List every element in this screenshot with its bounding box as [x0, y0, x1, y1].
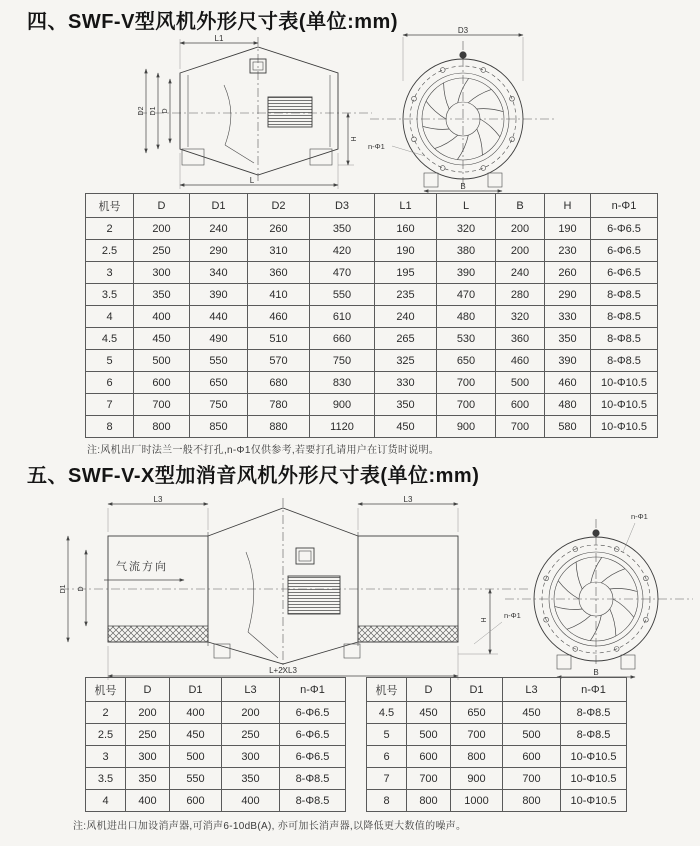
table-cell: 750: [310, 350, 375, 372]
table-cell: 600: [134, 372, 190, 394]
table-cell: 700: [407, 768, 451, 790]
column-header: D: [134, 194, 190, 218]
table-cell: 700: [496, 416, 545, 438]
table-cell: 350: [310, 218, 375, 240]
table-cell: 360: [248, 262, 310, 284]
table-cell: 3: [86, 262, 134, 284]
table-row: [86, 240, 658, 262]
table-cell: 800: [407, 790, 451, 812]
table-cell: 500: [170, 746, 222, 768]
column-header: 机号: [86, 194, 134, 218]
fan-side-view-drawing: [136, 33, 376, 195]
dim-label-H: H: [351, 136, 358, 142]
table-row: [86, 746, 346, 768]
column-header: L: [437, 194, 496, 218]
column-header: n-Φ1: [561, 678, 627, 702]
table-cell: 600: [407, 746, 451, 768]
table-cell: 10-Φ10.5: [591, 394, 658, 416]
table-cell: 380: [437, 240, 496, 262]
table-cell: 650: [437, 350, 496, 372]
header-row: [86, 194, 658, 218]
table-cell: 200: [496, 240, 545, 262]
table-cell: 8-Φ8.5: [591, 328, 658, 350]
table-row: [86, 284, 658, 306]
silencer-fan-front-view-drawing: [503, 497, 699, 683]
table-cell: 2: [86, 702, 126, 724]
section2-heading: 五、SWF-V-X型加消音风机外形尺寸表(单位:mm): [27, 465, 480, 487]
table-cell: 200: [126, 702, 170, 724]
table-cell: 3: [86, 746, 126, 768]
table-cell: 8-Φ8.5: [561, 702, 627, 724]
table-cell: 900: [437, 416, 496, 438]
table-cell: 8-Φ8.5: [280, 768, 346, 790]
table-row: [367, 746, 627, 768]
table-cell: 800: [451, 746, 503, 768]
table-cell: 10-Φ10.5: [561, 746, 627, 768]
dim-label-D1: D1: [60, 584, 67, 594]
swf-v-x-dimension-table-left: [85, 677, 346, 812]
table-cell: 280: [496, 284, 545, 306]
table-cell: 250: [126, 724, 170, 746]
table-cell: 460: [545, 372, 591, 394]
table-cell: 290: [545, 284, 591, 306]
table-cell: 350: [134, 284, 190, 306]
table-row: [367, 702, 627, 724]
table-cell: 800: [134, 416, 190, 438]
table-cell: 460: [496, 350, 545, 372]
bolt-callout-label: n-Φ1: [631, 512, 648, 521]
table-cell: 440: [190, 306, 248, 328]
eye-bolt: [459, 51, 466, 58]
table-cell: 570: [248, 350, 310, 372]
table-cell: 2: [86, 218, 134, 240]
table-cell: 8-Φ8.5: [591, 284, 658, 306]
table-cell: 235: [375, 284, 437, 306]
table-cell: 330: [545, 306, 591, 328]
table-cell: 400: [134, 306, 190, 328]
dim-label-D3: D3: [457, 26, 469, 35]
silencer-fan-side-view-drawing: [56, 492, 540, 684]
table-cell: 600: [496, 394, 545, 416]
table-cell: 160: [375, 218, 437, 240]
column-header: D2: [248, 194, 310, 218]
section2-note: 注:风机进出口加设消声器,可消声6-10dB(A), 亦可加长消声器,以降低更大数值的噪声。: [73, 821, 467, 832]
table-cell: 350: [545, 328, 591, 350]
table-cell: 500: [134, 350, 190, 372]
table-row: [367, 724, 627, 746]
table-cell: 650: [451, 702, 503, 724]
table-cell: 470: [437, 284, 496, 306]
table-cell: 550: [190, 350, 248, 372]
fan-front-view-drawing: [364, 25, 562, 195]
column-header: H: [545, 194, 591, 218]
table-cell: 4: [86, 790, 126, 812]
column-header: D1: [190, 194, 248, 218]
table-cell: 350: [222, 768, 280, 790]
table-cell: 1000: [451, 790, 503, 812]
dim-label-L3-right: L3: [403, 495, 413, 504]
table-cell: 700: [134, 394, 190, 416]
table-cell: 190: [545, 218, 591, 240]
table-cell: 780: [248, 394, 310, 416]
table-cell: 230: [545, 240, 591, 262]
table-cell: 510: [248, 328, 310, 350]
table-cell: 800: [503, 790, 561, 812]
table-cell: 450: [170, 724, 222, 746]
table-cell: 300: [222, 746, 280, 768]
table-cell: 470: [310, 262, 375, 284]
table-cell: 700: [437, 372, 496, 394]
section1-note: 注:风机出厂时法兰一般不打孔,n-Φ1仅供参考,若要打孔请用户在订货时说明。: [87, 445, 440, 456]
junction-box: [296, 548, 314, 564]
table-cell: 3.5: [86, 768, 126, 790]
table-cell: 700: [451, 724, 503, 746]
table-row: [86, 372, 658, 394]
table-cell: 400: [222, 790, 280, 812]
table-cell: 660: [310, 328, 375, 350]
table-cell: 5: [86, 350, 134, 372]
table-cell: 290: [190, 240, 248, 262]
table-cell: 880: [248, 416, 310, 438]
table-cell: 900: [451, 768, 503, 790]
table-cell: 10-Φ10.5: [591, 416, 658, 438]
table-cell: 450: [134, 328, 190, 350]
table-row: [86, 328, 658, 350]
table-cell: 8: [367, 790, 407, 812]
table-cell: 265: [375, 328, 437, 350]
column-header: B: [496, 194, 545, 218]
table-cell: 300: [126, 746, 170, 768]
fan-casing-outline: [180, 47, 338, 175]
table-cell: 8-Φ8.5: [561, 724, 627, 746]
table-cell: 400: [126, 790, 170, 812]
table-cell: 310: [248, 240, 310, 262]
table-row: [367, 768, 627, 790]
column-header: n-Φ1: [280, 678, 346, 702]
table-row: [367, 790, 627, 812]
table-cell: 250: [134, 240, 190, 262]
table-cell: 10-Φ10.5: [561, 768, 627, 790]
table-cell: 190: [375, 240, 437, 262]
table-cell: 6: [86, 372, 134, 394]
table-row: [86, 218, 658, 240]
table-cell: 4: [86, 306, 134, 328]
table-cell: 4.5: [86, 328, 134, 350]
table-cell: 450: [407, 702, 451, 724]
dimensions: [557, 512, 648, 677]
table-cell: 390: [545, 350, 591, 372]
table-cell: 6-Φ6.5: [280, 724, 346, 746]
dim-label-L3-left: L3: [153, 495, 163, 504]
table-cell: 460: [248, 306, 310, 328]
column-header: L3: [222, 678, 280, 702]
table-cell: 680: [248, 372, 310, 394]
table-cell: 490: [190, 328, 248, 350]
table-cell: 2.5: [86, 240, 134, 262]
column-header: L1: [375, 194, 437, 218]
table-cell: 550: [170, 768, 222, 790]
motor: [268, 97, 312, 127]
table-cell: 700: [503, 768, 561, 790]
swf-v-dimension-table: [85, 193, 658, 438]
table-cell: 610: [310, 306, 375, 328]
bolt-callout-label: n-Φ1: [504, 611, 521, 620]
table-cell: 7: [86, 394, 134, 416]
table-cell: 1120: [310, 416, 375, 438]
column-header: D: [126, 678, 170, 702]
table-cell: 350: [126, 768, 170, 790]
table-cell: 10-Φ10.5: [561, 790, 627, 812]
table-cell: 480: [545, 394, 591, 416]
table-cell: 320: [496, 306, 545, 328]
table-cell: 6-Φ6.5: [591, 262, 658, 284]
dim-label-D1: D1: [150, 106, 157, 116]
column-header: 机号: [86, 678, 126, 702]
table-cell: 8: [86, 416, 134, 438]
table-cell: 200: [134, 218, 190, 240]
table-cell: 260: [545, 262, 591, 284]
table-cell: 240: [496, 262, 545, 284]
airflow-direction-label: 气流方向: [116, 561, 168, 573]
table-cell: 200: [496, 218, 545, 240]
centerlines: [370, 41, 556, 185]
table-cell: 500: [503, 724, 561, 746]
table-cell: 390: [190, 284, 248, 306]
table-cell: 530: [437, 328, 496, 350]
table-cell: 390: [437, 262, 496, 284]
dim-label-L1: L1: [214, 34, 224, 43]
centerlines: [505, 519, 693, 667]
table-cell: 550: [310, 284, 375, 306]
table-cell: 400: [170, 702, 222, 724]
column-header: 机号: [367, 678, 407, 702]
column-header: D1: [170, 678, 222, 702]
eye-bolt: [592, 529, 599, 536]
table-cell: 3.5: [86, 284, 134, 306]
table-cell: 650: [190, 372, 248, 394]
table-cell: 325: [375, 350, 437, 372]
table-cell: 450: [503, 702, 561, 724]
table-cell: 300: [134, 262, 190, 284]
motor: [288, 576, 340, 614]
table-cell: 830: [310, 372, 375, 394]
table-cell: 200: [222, 702, 280, 724]
table-cell: 240: [375, 306, 437, 328]
swf-v-x-dimension-table-right: [366, 677, 627, 812]
table-cell: 900: [310, 394, 375, 416]
table-cell: 6-Φ6.5: [280, 702, 346, 724]
dim-label-L: L: [249, 176, 255, 185]
table-cell: 250: [222, 724, 280, 746]
table-cell: 580: [545, 416, 591, 438]
table-row: [86, 416, 658, 438]
table-cell: 6-Φ6.5: [591, 240, 658, 262]
table-cell: 8-Φ8.5: [280, 790, 346, 812]
table-cell: 195: [375, 262, 437, 284]
table-cell: 850: [190, 416, 248, 438]
column-header: L3: [503, 678, 561, 702]
table-cell: 750: [190, 394, 248, 416]
table-cell: 6-Φ6.5: [591, 218, 658, 240]
table-cell: 7: [367, 768, 407, 790]
header-row: [86, 678, 346, 702]
table-cell: 500: [496, 372, 545, 394]
column-header: D1: [451, 678, 503, 702]
airflow-annotation: [104, 559, 184, 580]
bolt-callout-label: n-Φ1: [368, 142, 385, 151]
table-row: [86, 350, 658, 372]
table-cell: 6-Φ6.5: [280, 746, 346, 768]
dim-label-B: B: [593, 668, 599, 677]
table-cell: 330: [375, 372, 437, 394]
header-row: [367, 678, 627, 702]
table-cell: 2.5: [86, 724, 126, 746]
table-row: [86, 306, 658, 328]
table-cell: 360: [496, 328, 545, 350]
table-cell: 600: [503, 746, 561, 768]
dim-label-B: B: [460, 182, 466, 191]
column-header: D: [407, 678, 451, 702]
table-row: [86, 768, 346, 790]
column-header: n-Φ1: [591, 194, 658, 218]
table-row: [86, 724, 346, 746]
table-row: [86, 790, 346, 812]
table-cell: 600: [170, 790, 222, 812]
dim-label-D2: D2: [138, 106, 145, 116]
table-cell: 450: [375, 416, 437, 438]
dim-label-D: D: [78, 586, 85, 592]
table-cell: 500: [407, 724, 451, 746]
table-cell: 6: [367, 746, 407, 768]
table-cell: 350: [375, 394, 437, 416]
dim-label-total-length: L+2XL3: [269, 666, 297, 675]
dim-label-H: H: [481, 617, 488, 623]
table-cell: 260: [248, 218, 310, 240]
table-row: [86, 394, 658, 416]
table-cell: 8-Φ8.5: [591, 350, 658, 372]
section1-heading: 四、SWF-V型风机外形尺寸表(单位:mm): [27, 11, 398, 33]
table-cell: 10-Φ10.5: [591, 372, 658, 394]
column-header: D3: [310, 194, 375, 218]
table-cell: 8-Φ8.5: [591, 306, 658, 328]
table-cell: 320: [437, 218, 496, 240]
table-cell: 480: [437, 306, 496, 328]
table-row: [86, 702, 346, 724]
table-cell: 700: [437, 394, 496, 416]
dim-label-D: D: [162, 108, 169, 114]
table-cell: 4.5: [367, 702, 407, 724]
table-row: [86, 262, 658, 284]
table-cell: 5: [367, 724, 407, 746]
table-cell: 340: [190, 262, 248, 284]
table-cell: 420: [310, 240, 375, 262]
table-cell: 240: [190, 218, 248, 240]
table-cell: 410: [248, 284, 310, 306]
dimensions: [138, 34, 358, 189]
